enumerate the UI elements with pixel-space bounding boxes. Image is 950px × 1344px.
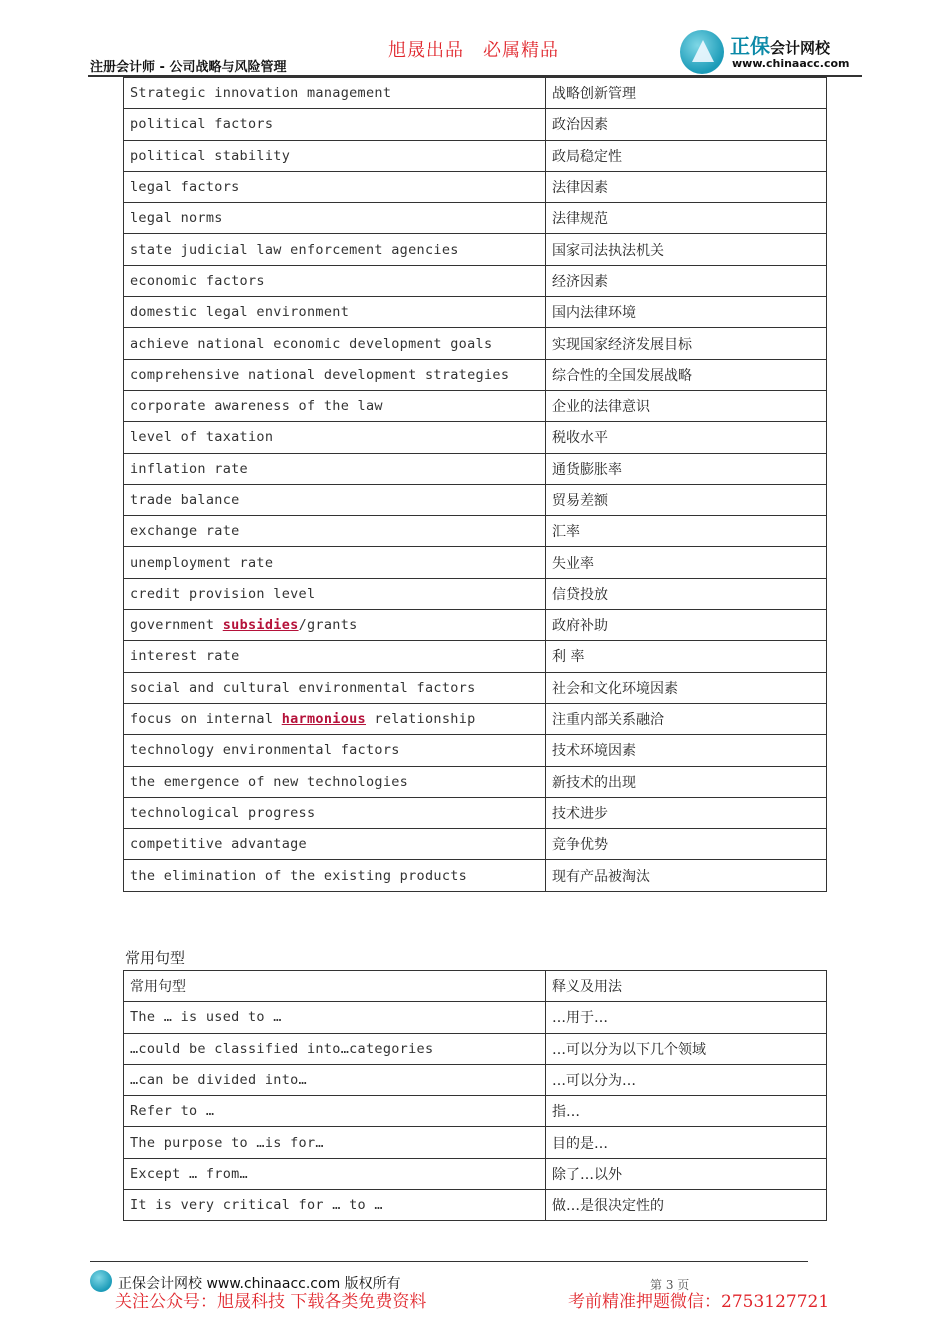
- table-row: [124, 547, 827, 578]
- table-row: [124, 328, 827, 359]
- term-chinese: 汇率: [546, 516, 827, 547]
- term-english: legal factors: [124, 171, 546, 202]
- term-english: Strategic innovation management: [124, 78, 546, 109]
- header-slogan: 旭晟出品 必属精品: [388, 40, 559, 61]
- footer-copyright: 正保会计网校 www.chinaacc.com 版权所有: [118, 1276, 401, 1292]
- table-row: [124, 1002, 827, 1033]
- term-chinese: 战略创新管理: [546, 78, 827, 109]
- term-chinese: 新技术的出现: [546, 766, 827, 797]
- term-chinese: 法律规范: [546, 203, 827, 234]
- term-english: political stability: [124, 140, 546, 171]
- table-row: [124, 860, 827, 891]
- footer-divider: [90, 1261, 808, 1262]
- term-chinese: 税收水平: [546, 422, 827, 453]
- promo-text-left: 关注公众号：旭晟科技 下载各类免费资料: [115, 1292, 427, 1312]
- logo-title: [730, 30, 830, 59]
- term-english: credit provision level: [124, 578, 546, 609]
- term-english: trade balance: [124, 484, 546, 515]
- term-chinese: 目的是…: [546, 1127, 827, 1158]
- term-chinese: 现有产品被淘汰: [546, 860, 827, 891]
- term-english: exchange rate: [124, 516, 546, 547]
- table-row: [124, 1158, 827, 1189]
- term-english: focus on internal harmonious relationship: [124, 703, 546, 734]
- term-english: technology environmental factors: [124, 735, 546, 766]
- term-chinese: 综合性的全国发展战略: [546, 359, 827, 390]
- term-english: …can be divided into…: [124, 1064, 546, 1095]
- term-english: Refer to …: [124, 1096, 546, 1127]
- term-english: level of taxation: [124, 422, 546, 453]
- table-row: [124, 641, 827, 672]
- term-english: domestic legal environment: [124, 297, 546, 328]
- term-english: comprehensive national development strategies: [124, 359, 546, 390]
- term-chinese: …用于…: [546, 1002, 827, 1033]
- table-row: [124, 422, 827, 453]
- highlighted-word[interactable]: harmonious: [281, 711, 366, 728]
- term-english: social and cultural environmental factors: [124, 672, 546, 703]
- term-chinese: 政局稳定性: [546, 140, 827, 171]
- table-row: [124, 453, 827, 484]
- table-row: [124, 829, 827, 860]
- table-row: [124, 516, 827, 547]
- page-number: 第 3 页: [650, 1278, 690, 1292]
- logo-name-suffix: 会计网校: [770, 39, 831, 57]
- footer-logo-icon: [90, 1270, 112, 1292]
- term-chinese: 通货膨胀率: [546, 453, 827, 484]
- term-chinese: 政治因素: [546, 109, 827, 140]
- table-row: [124, 797, 827, 828]
- term-chinese: 企业的法律意识: [546, 390, 827, 421]
- header-cell-pattern: 常用句型: [124, 971, 546, 1002]
- table-row: [124, 610, 827, 641]
- highlighted-word[interactable]: subsidies: [222, 617, 299, 634]
- term-english: unemployment rate: [124, 547, 546, 578]
- document-title: 注册会计师 - 公司战略与风险管理: [90, 60, 287, 75]
- table-row: [124, 140, 827, 171]
- logo-icon: [680, 30, 724, 74]
- term-chinese: 技术进步: [546, 797, 827, 828]
- term-english: state judicial law enforcement agencies: [124, 234, 546, 265]
- term-chinese: 技术环境因素: [546, 735, 827, 766]
- table-row: [124, 171, 827, 202]
- term-chinese: 法律因素: [546, 171, 827, 202]
- term-english: legal norms: [124, 203, 546, 234]
- table-row: [124, 297, 827, 328]
- term-chinese: 国家司法执法机关: [546, 234, 827, 265]
- term-chinese: 实现国家经济发展目标: [546, 328, 827, 359]
- term-chinese: 竞争优势: [546, 829, 827, 860]
- brand-logo: [680, 30, 860, 74]
- term-english: achieve national economic development goals: [124, 328, 546, 359]
- term-chinese: 政府补助: [546, 610, 827, 641]
- term-chinese: 指…: [546, 1096, 827, 1127]
- table-row: [124, 484, 827, 515]
- term-chinese: 贸易差额: [546, 484, 827, 515]
- term-english: political factors: [124, 109, 546, 140]
- table-row: [124, 203, 827, 234]
- logo-name: 正保: [730, 34, 770, 58]
- term-english: technological progress: [124, 797, 546, 828]
- term-english: the emergence of new technologies: [124, 766, 546, 797]
- table-row: [124, 1190, 827, 1221]
- table-row: [124, 390, 827, 421]
- term-english: economic factors: [124, 265, 546, 296]
- vocabulary-table: [123, 77, 827, 892]
- logo-url: www.chinaacc.com: [732, 57, 850, 70]
- table-row: [124, 578, 827, 609]
- table-header-row: [124, 971, 827, 1002]
- table-row: [124, 1064, 827, 1095]
- table-row: [124, 1096, 827, 1127]
- term-english: The … is used to …: [124, 1002, 546, 1033]
- term-chinese: 利 率: [546, 641, 827, 672]
- term-english: It is very critical for … to …: [124, 1190, 546, 1221]
- term-chinese: 社会和文化环境因素: [546, 672, 827, 703]
- table-row: [124, 672, 827, 703]
- table-row: [124, 78, 827, 109]
- header-cell-meaning: 释义及用法: [546, 971, 827, 1002]
- term-english: Except … from…: [124, 1158, 546, 1189]
- table-row: [124, 735, 827, 766]
- term-chinese: 除了…以外: [546, 1158, 827, 1189]
- table-row: [124, 766, 827, 797]
- term-english: government subsidies/grants: [124, 610, 546, 641]
- term-english: corporate awareness of the law: [124, 390, 546, 421]
- table-row: [124, 109, 827, 140]
- term-chinese: …可以分为…: [546, 1064, 827, 1095]
- term-chinese: 失业率: [546, 547, 827, 578]
- term-chinese: 国内法律环境: [546, 297, 827, 328]
- term-english: The purpose to …is for…: [124, 1127, 546, 1158]
- table-row: [124, 359, 827, 390]
- table-row: [124, 703, 827, 734]
- term-english: …could be classified into…categories: [124, 1033, 546, 1064]
- term-chinese: 信贷投放: [546, 578, 827, 609]
- term-english: inflation rate: [124, 453, 546, 484]
- table-row: [124, 265, 827, 296]
- term-english: interest rate: [124, 641, 546, 672]
- term-chinese: …可以分为以下几个领域: [546, 1033, 827, 1064]
- table-row: [124, 1127, 827, 1158]
- term-chinese: 做…是很决定性的: [546, 1190, 827, 1221]
- term-chinese: 经济因素: [546, 265, 827, 296]
- term-chinese: 注重内部关系融洽: [546, 703, 827, 734]
- term-english: competitive advantage: [124, 829, 546, 860]
- promo-text-right: 考前精准押题微信：2753127721: [568, 1292, 830, 1312]
- table-row: [124, 1033, 827, 1064]
- section-title: 常用句型: [125, 949, 186, 967]
- table-row: [124, 234, 827, 265]
- sentence-pattern-table: [123, 970, 827, 1221]
- term-english: the elimination of the existing products: [124, 860, 546, 891]
